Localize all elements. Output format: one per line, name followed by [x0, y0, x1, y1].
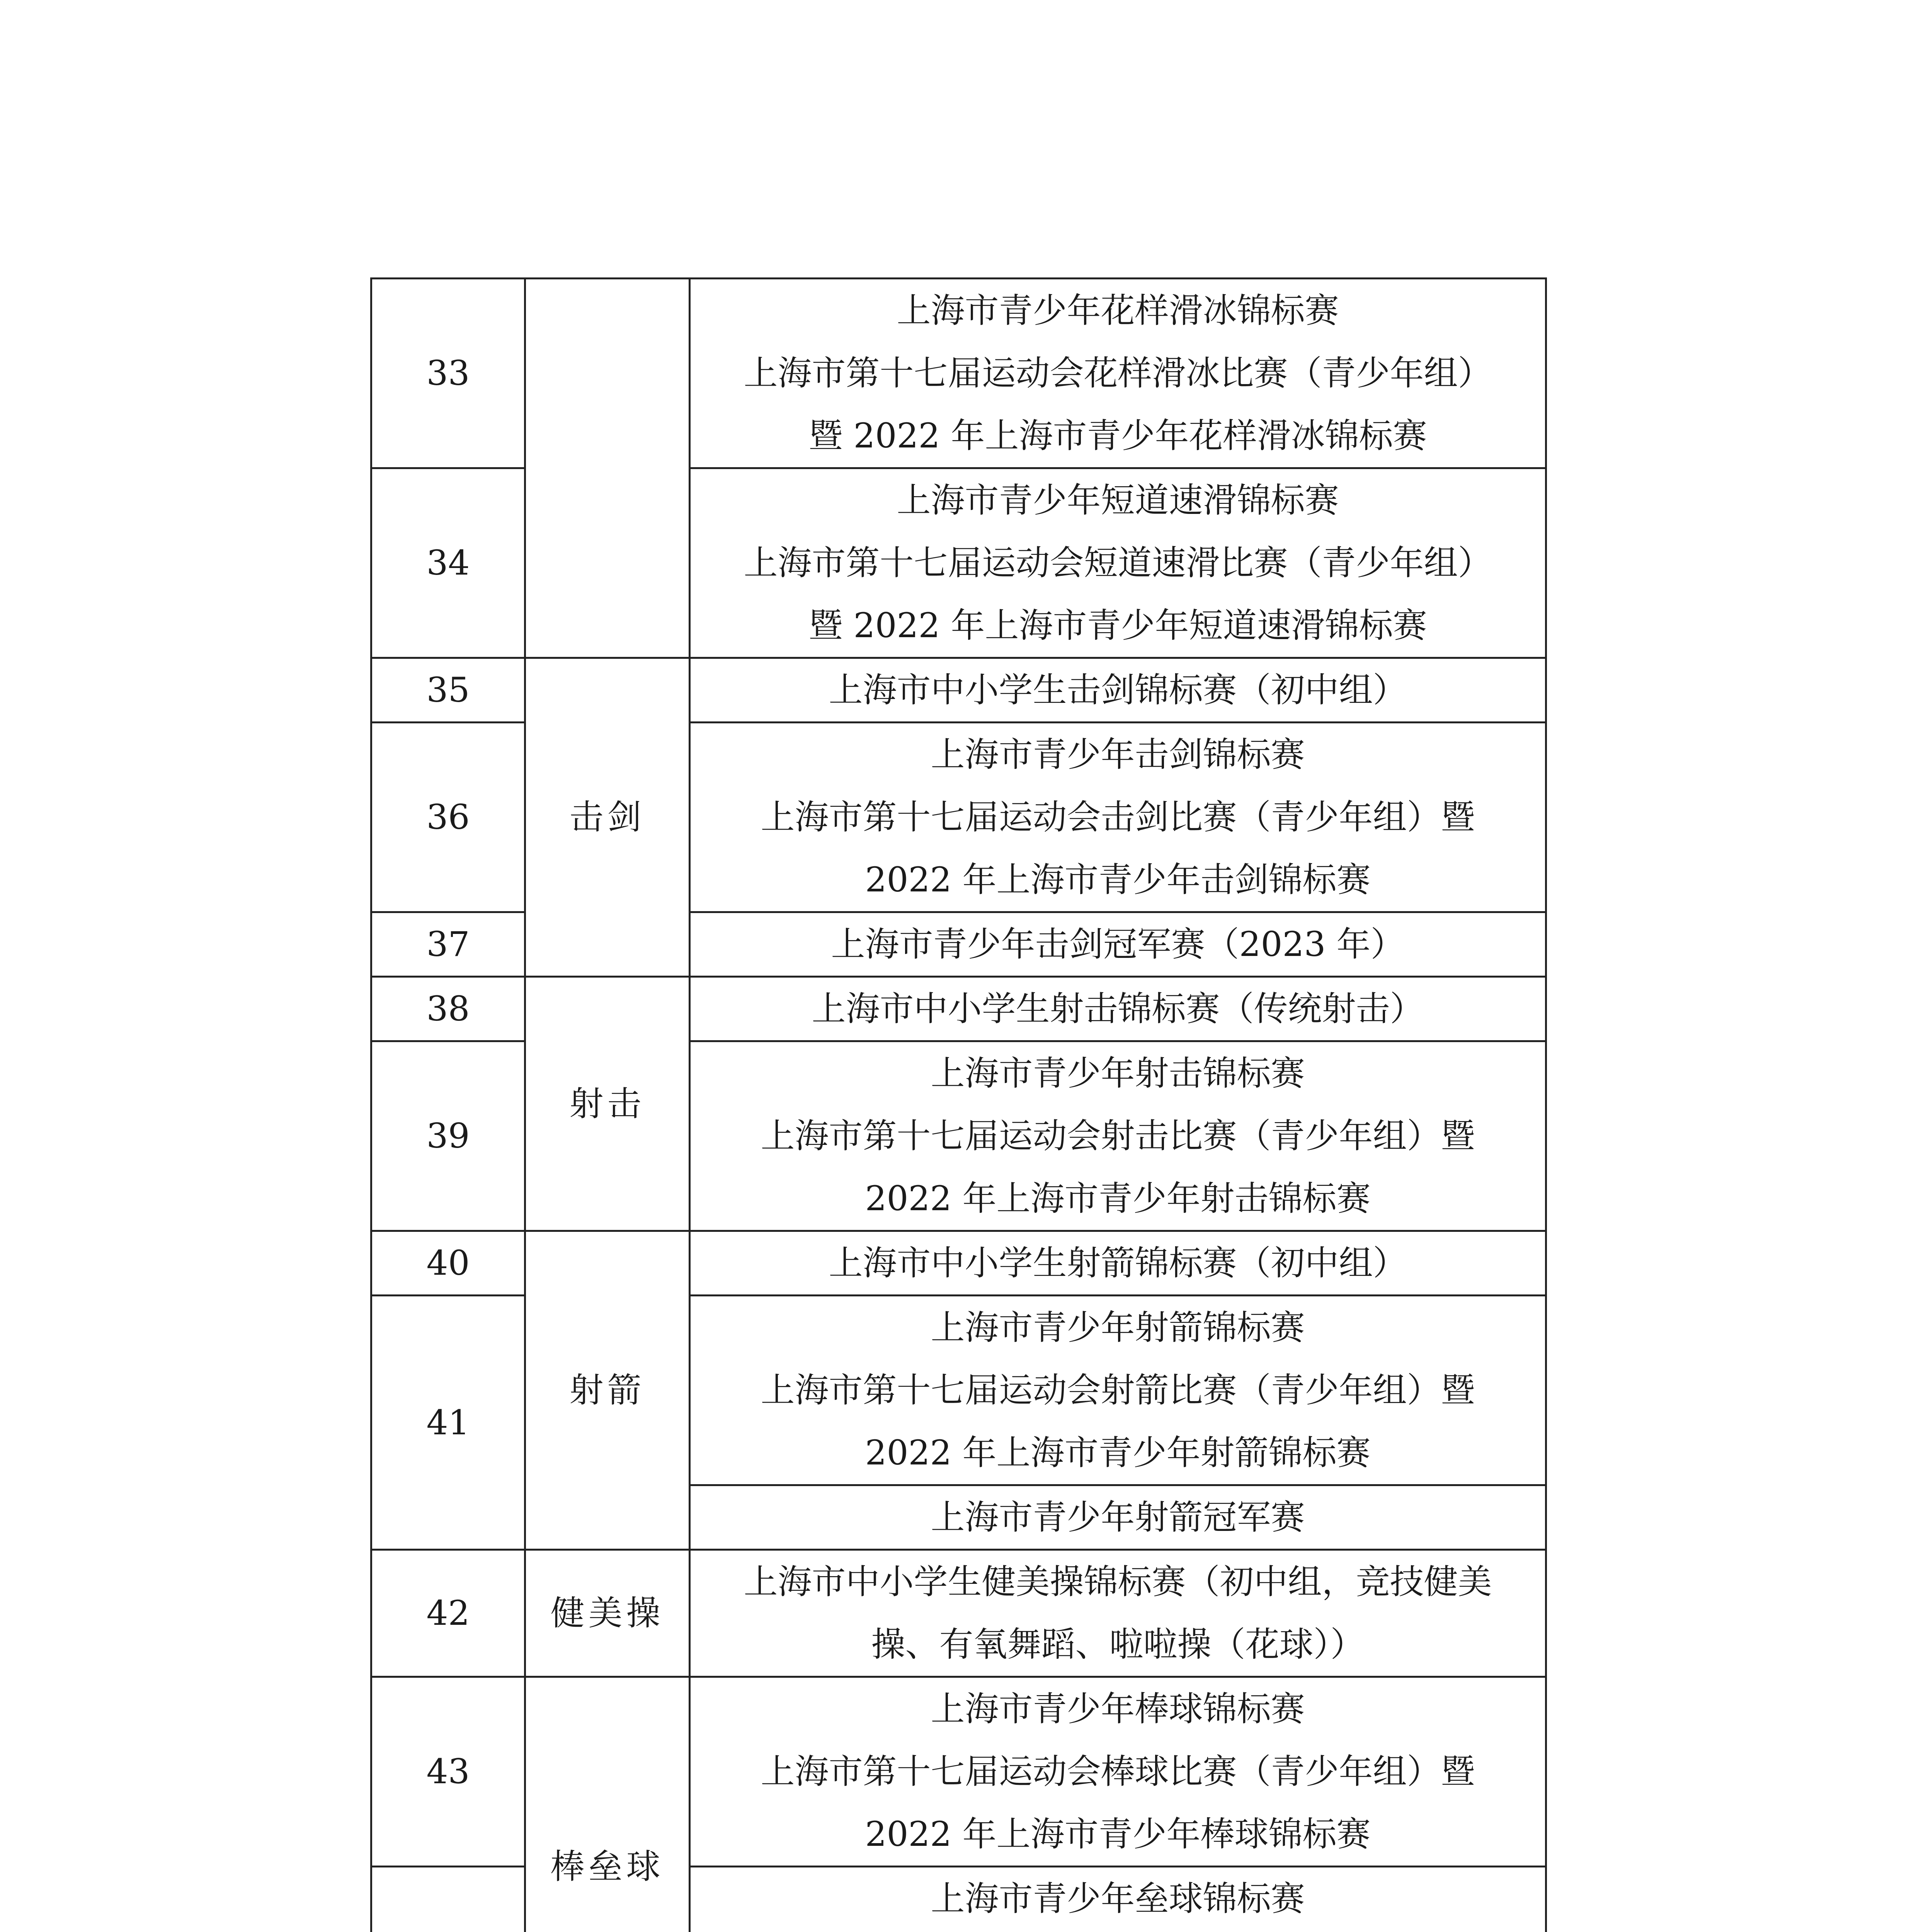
competition-name-line: 上海市第十七届运动会棒球比赛（青少年组）暨	[761, 1752, 1475, 1791]
category-cell: 击剑	[525, 658, 690, 977]
row-number: 41	[371, 1296, 525, 1550]
row-number: 37	[371, 912, 525, 977]
competition-name-line: 上海市青少年短道速滑锦标赛	[897, 480, 1339, 520]
row-number: 36	[371, 723, 525, 912]
competition-name-cell	[690, 279, 1546, 468]
competition-name-line: 上海市青少年花样滑冰锦标赛	[897, 291, 1339, 330]
competition-name-line: 暨 2022 年上海市青少年花样滑冰锦标赛	[808, 416, 1427, 456]
competition-name-line: 上海市青少年射箭冠军赛	[931, 1497, 1305, 1537]
competition-name-line: 2022 年上海市青少年击剑锦标赛	[865, 860, 1371, 900]
competition-name-line: 2022 年上海市青少年射击锦标赛	[865, 1179, 1371, 1218]
competition-name-line: 上海市青少年垒球锦标赛	[931, 1879, 1305, 1918]
competition-name-cell	[690, 912, 1546, 977]
competition-name-line: 操、有氧舞蹈、啦啦操（花球））	[871, 1624, 1365, 1664]
competition-name-line	[698, 1930, 1537, 1932]
competition-name-line: 上海市青少年射箭锦标赛	[931, 1308, 1305, 1347]
competition-name-cell	[690, 1041, 1546, 1231]
row-number: 39	[371, 1041, 525, 1231]
competition-name-line: 上海市第十七届运动会花样滑冰比赛（青少年组）	[744, 353, 1492, 393]
competition-name-cell	[690, 468, 1546, 658]
competition-name-cell	[690, 1550, 1546, 1677]
competition-name-line: 上海市中小学生击剑锦标赛（初中组）	[829, 670, 1407, 710]
table-row	[371, 1231, 1546, 1296]
competition-name-line: 上海市中小学生射击锦标赛（传统射击）	[812, 989, 1424, 1029]
category-cell: 射击	[525, 977, 690, 1231]
competition-name-line: 上海市青少年击剑锦标赛	[931, 735, 1305, 774]
competition-name-line: 上海市第十七届运动会射击比赛（青少年组）暨	[761, 1116, 1475, 1156]
competition-name-line: 上海市青少年击剑冠军赛（2023 年）	[831, 924, 1405, 964]
row-number: 33	[371, 279, 525, 468]
row-number: 42	[371, 1550, 525, 1677]
table-row	[371, 1677, 1546, 1867]
row-number: 43	[371, 1677, 525, 1867]
competition-name-line: 上海市第十七届运动会击剑比赛（青少年组）暨	[761, 797, 1475, 837]
row-number: 38	[371, 977, 525, 1041]
competition-name-line: 上海市青少年射击锦标赛	[931, 1053, 1305, 1093]
competition-table	[370, 277, 1547, 1932]
competition-name-line: 上海市第十七届运动会射箭比赛（青少年组）暨	[761, 1370, 1475, 1410]
competition-name-cell	[690, 1485, 1546, 1550]
competition-name-line: 上海市中小学生健美操锦标赛（初中组，竞技健美	[744, 1562, 1492, 1602]
category-cell	[525, 279, 690, 658]
category-cell: 健美操	[525, 1550, 690, 1677]
table-row	[371, 977, 1546, 1041]
competition-name-line: 上海市青少年棒球锦标赛	[931, 1689, 1305, 1729]
competition-name-cell	[690, 1231, 1546, 1296]
row-number: 35	[371, 658, 525, 723]
table-row	[371, 1550, 1546, 1677]
table-row	[371, 658, 1546, 723]
competition-name-cell	[690, 1296, 1546, 1485]
competition-name-cell	[690, 1867, 1546, 1932]
category-cell: 射箭	[525, 1231, 690, 1550]
competition-name-cell	[690, 1677, 1546, 1867]
row-number: 34	[371, 468, 525, 658]
row-number	[371, 1867, 525, 1932]
row-number: 40	[371, 1231, 525, 1296]
competition-name-line: 上海市第十七届运动会短道速滑比赛（青少年组）	[744, 543, 1492, 583]
competition-name-line: 2022 年上海市青少年射箭锦标赛	[865, 1433, 1371, 1473]
competition-name-line: 2022 年上海市青少年棒球锦标赛	[865, 1814, 1371, 1854]
table-row	[371, 279, 1546, 468]
competition-name-cell	[690, 977, 1546, 1041]
competition-name-cell	[690, 658, 1546, 723]
competition-name-line: 上海市中小学生射箭锦标赛（初中组）	[829, 1243, 1407, 1283]
competition-name-cell	[690, 723, 1546, 912]
competition-name-line: 暨 2022 年上海市青少年短道速滑锦标赛	[808, 605, 1427, 645]
category-cell: 棒垒球	[525, 1677, 690, 1932]
